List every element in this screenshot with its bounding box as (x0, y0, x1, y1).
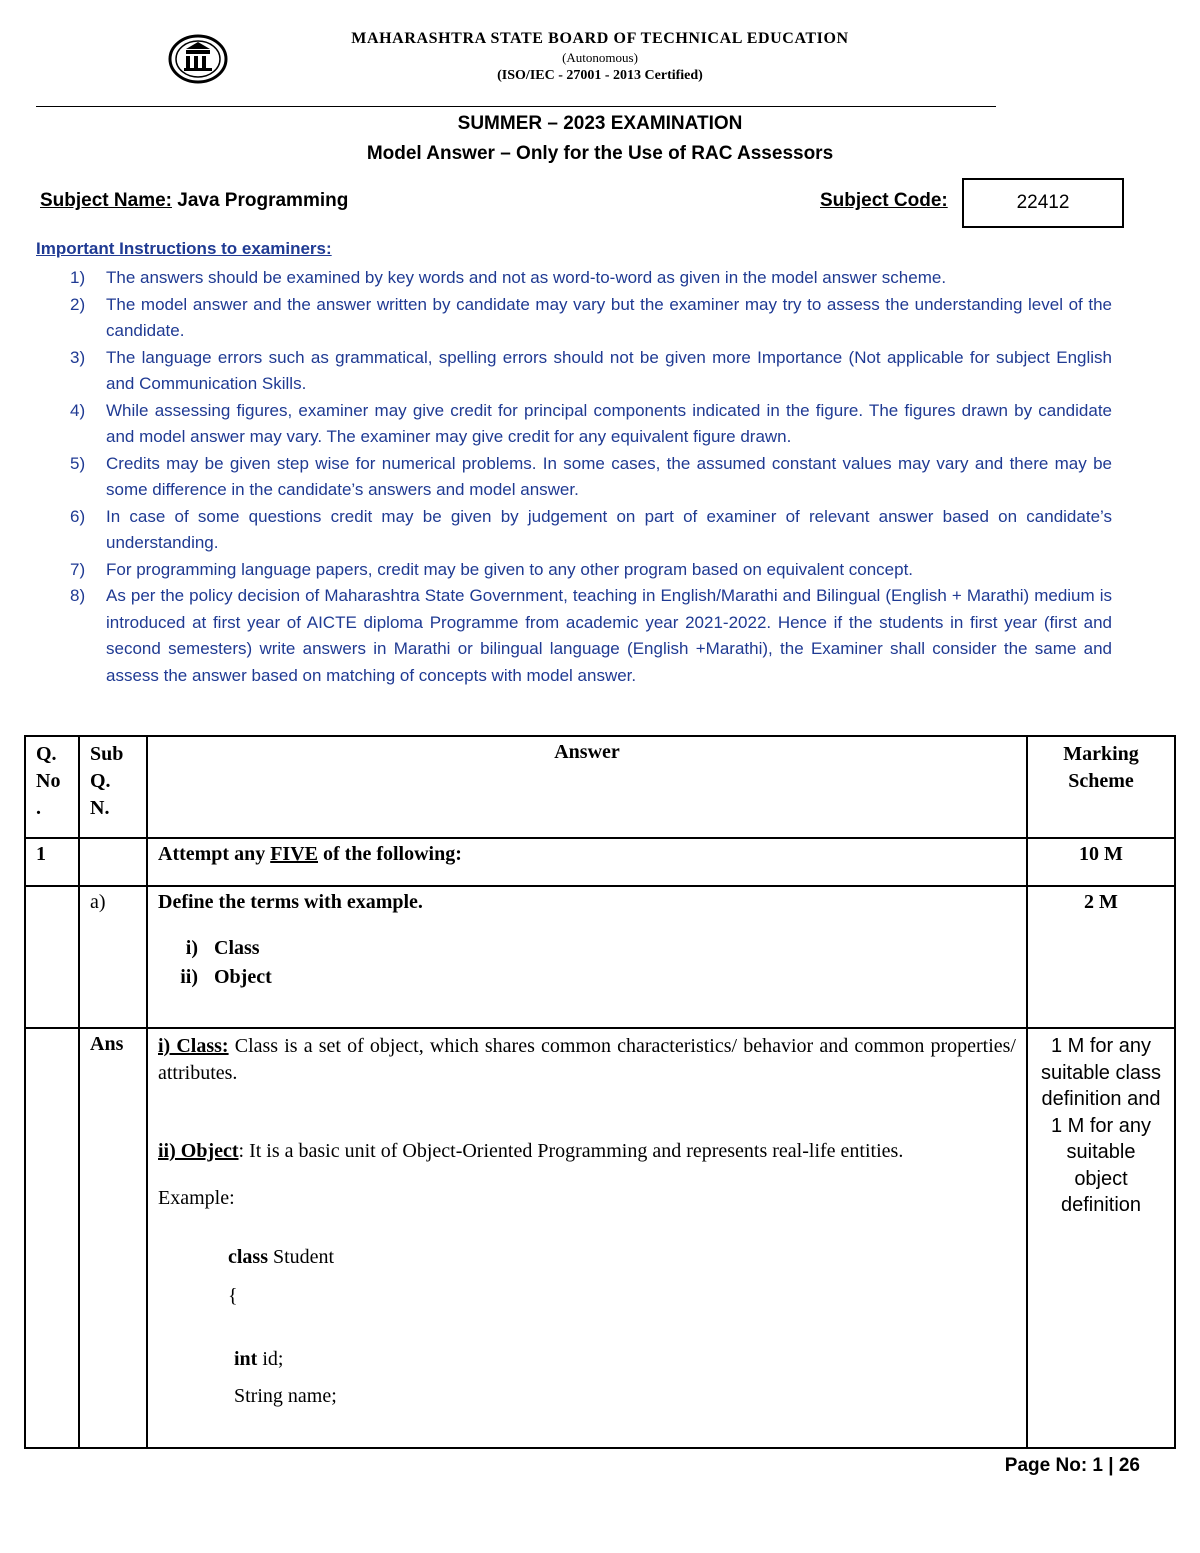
row-subq-empty (79, 838, 147, 886)
row-marks: 1 M for any suitable class definition and 1 M for any suitable object definition (1027, 1028, 1175, 1448)
instruction-text: In case of some questions credit may be given by judgement on part of examiner of relevant answer based on candidate’s understanding. (106, 506, 1112, 552)
header-answer: Answer (147, 736, 1027, 838)
header-qno-line: No (36, 770, 61, 792)
header-subq-line: Q. (90, 770, 111, 792)
row-subq: a) (79, 886, 147, 1028)
subject-name-label: Subject Name: (40, 190, 172, 211)
header-qno-line: Q. (36, 743, 57, 765)
board-name: MAHARASHTRA STATE BOARD OF TECHNICAL EDUCATION (351, 30, 849, 47)
example-label: Example: (158, 1187, 235, 1209)
instruction-item (70, 292, 1112, 345)
row-qno-empty (25, 1028, 79, 1448)
instruction-text: As per the policy decision of Maharashtra State Government, teaching in English/Marathi and Bilingual (English + Marathi) medium is introduced at first year of AICTE diploma Programme from academic year 2021-2022. Hence if the students in first year (first and second semesters) write answers in Marathi or bilingual language (English +Marathi), the Examiner shall consider the same and assess the answer based on matching of concepts with model answer. (106, 586, 1112, 685)
table-row (25, 838, 1175, 886)
header-qno (25, 736, 79, 838)
row-marks: 10 M (1027, 838, 1175, 886)
term-text: Object (214, 966, 272, 988)
object-definition (158, 1135, 1016, 1167)
board-certification: (ISO/IEC - 27001 - 2013 Certified) (497, 68, 703, 83)
instruction-item (70, 583, 1112, 689)
code-line (158, 1346, 1016, 1373)
instructions-list (70, 265, 1112, 689)
subject-code-label (820, 190, 948, 212)
board-autonomous: (Autonomous) (562, 50, 638, 65)
header-subq-line: N. (90, 797, 110, 819)
list-item (158, 963, 1016, 992)
code-text: Student (268, 1246, 335, 1268)
instruction-number: 3) (70, 347, 86, 367)
object-label: ii) Object (158, 1140, 239, 1162)
term-roman: ii) (180, 966, 198, 988)
page-number: Page No: 1 | 26 (1004, 1455, 1140, 1476)
row-answer (147, 1028, 1027, 1448)
question-text: of the following: (318, 843, 462, 865)
instruction-text: Credits may be given step wise for numerical problems. In some cases, the assumed constant values may vary and there may be some difference in the candidate’s answers and model answer. (106, 453, 1112, 499)
question-text: Define the terms with example. (158, 891, 423, 913)
class-label: i) Class: (158, 1035, 229, 1057)
header-subq-line: Sub (90, 743, 124, 765)
term-list (158, 934, 1016, 992)
instruction-text: For programming language papers, credit may be given to any other program based on equivalent concept. (106, 559, 914, 579)
row-subq: Ans (79, 1028, 147, 1448)
instruction-number: 1) (70, 268, 86, 287)
table-row (25, 886, 1175, 1028)
answer-table (24, 735, 1176, 1449)
instruction-number: 7) (70, 559, 86, 579)
question-text: Attempt any (158, 843, 271, 865)
subject-name (40, 190, 348, 212)
table-row (25, 1028, 1175, 1448)
instruction-item (70, 265, 1112, 292)
term-roman: i) (185, 937, 198, 959)
code-line (158, 1244, 1016, 1271)
instruction-item (70, 345, 1112, 398)
header-subq (79, 736, 147, 838)
msbte-logo-icon (168, 34, 228, 84)
code-line: { (228, 1285, 238, 1307)
instruction-item (70, 398, 1112, 451)
row-question (147, 838, 1027, 886)
code-text: id; (257, 1348, 284, 1370)
instruction-number: 6) (70, 506, 86, 526)
row-qno: 1 (25, 838, 79, 886)
term-text: Class (214, 937, 260, 959)
header-marking-line: Scheme (1068, 770, 1134, 792)
instruction-number: 8) (70, 586, 86, 605)
exam-subtitle: Model Answer – Only for the Use of RAC Assessors (366, 143, 834, 164)
instruction-item (70, 557, 1112, 584)
class-text: Class is a set of object, which shares common characteristics/ behavior and common properties/ attributes. (158, 1035, 1016, 1084)
code-keyword: int (234, 1348, 258, 1370)
instruction-number: 2) (70, 294, 86, 314)
exam-title: SUMMER – 2023 EXAMINATION (457, 113, 743, 134)
instructions-heading: Important Instructions to examiners: (36, 239, 332, 258)
header-qno-line: . (36, 797, 41, 819)
subject-name-value: Java Programming (177, 190, 349, 211)
row-question (147, 886, 1027, 1028)
object-text: : It is a basic unit of Object-Oriented Programming and represents real-life entities. (238, 1140, 904, 1162)
table-header-row (25, 736, 1175, 838)
subject-code-box (962, 178, 1124, 228)
header-marking-line: Marking (1063, 743, 1139, 765)
instruction-number: 5) (70, 453, 86, 473)
instruction-text: The model answer and the answer written by candidate may vary but the examiner may try to assess the understanding level of the candidate. (106, 294, 1112, 340)
code-line: String name; (234, 1385, 337, 1407)
subject-code-value: 22412 (1016, 192, 1070, 213)
row-marks: 2 M (1027, 886, 1175, 1028)
instruction-number: 4) (70, 400, 86, 420)
code-keyword: class (228, 1246, 268, 1268)
instruction-item (70, 451, 1112, 504)
question-emphasis: FIVE (270, 843, 319, 865)
instruction-text: The answers should be examined by key words and not as word-to-word as given in the model answer scheme. (106, 268, 947, 287)
header-divider (36, 106, 996, 107)
header-marking (1027, 736, 1175, 838)
instruction-item (70, 504, 1112, 557)
row-qno-empty (25, 886, 79, 1028)
instruction-text: The language errors such as grammatical, spelling errors should not be given more Importance (Not applicable for subject English and Communication Skills. (106, 347, 1112, 393)
instruction-text: While assessing figures, examiner may give credit for principal components indicated in the figure. The figures drawn by candidate and model answer may vary. The examiner may give credit for any equivalent figure drawn. (106, 400, 1112, 446)
list-item (158, 934, 1016, 963)
class-definition (158, 1033, 1016, 1087)
subject-code-label-text: Subject Code: (820, 190, 948, 211)
